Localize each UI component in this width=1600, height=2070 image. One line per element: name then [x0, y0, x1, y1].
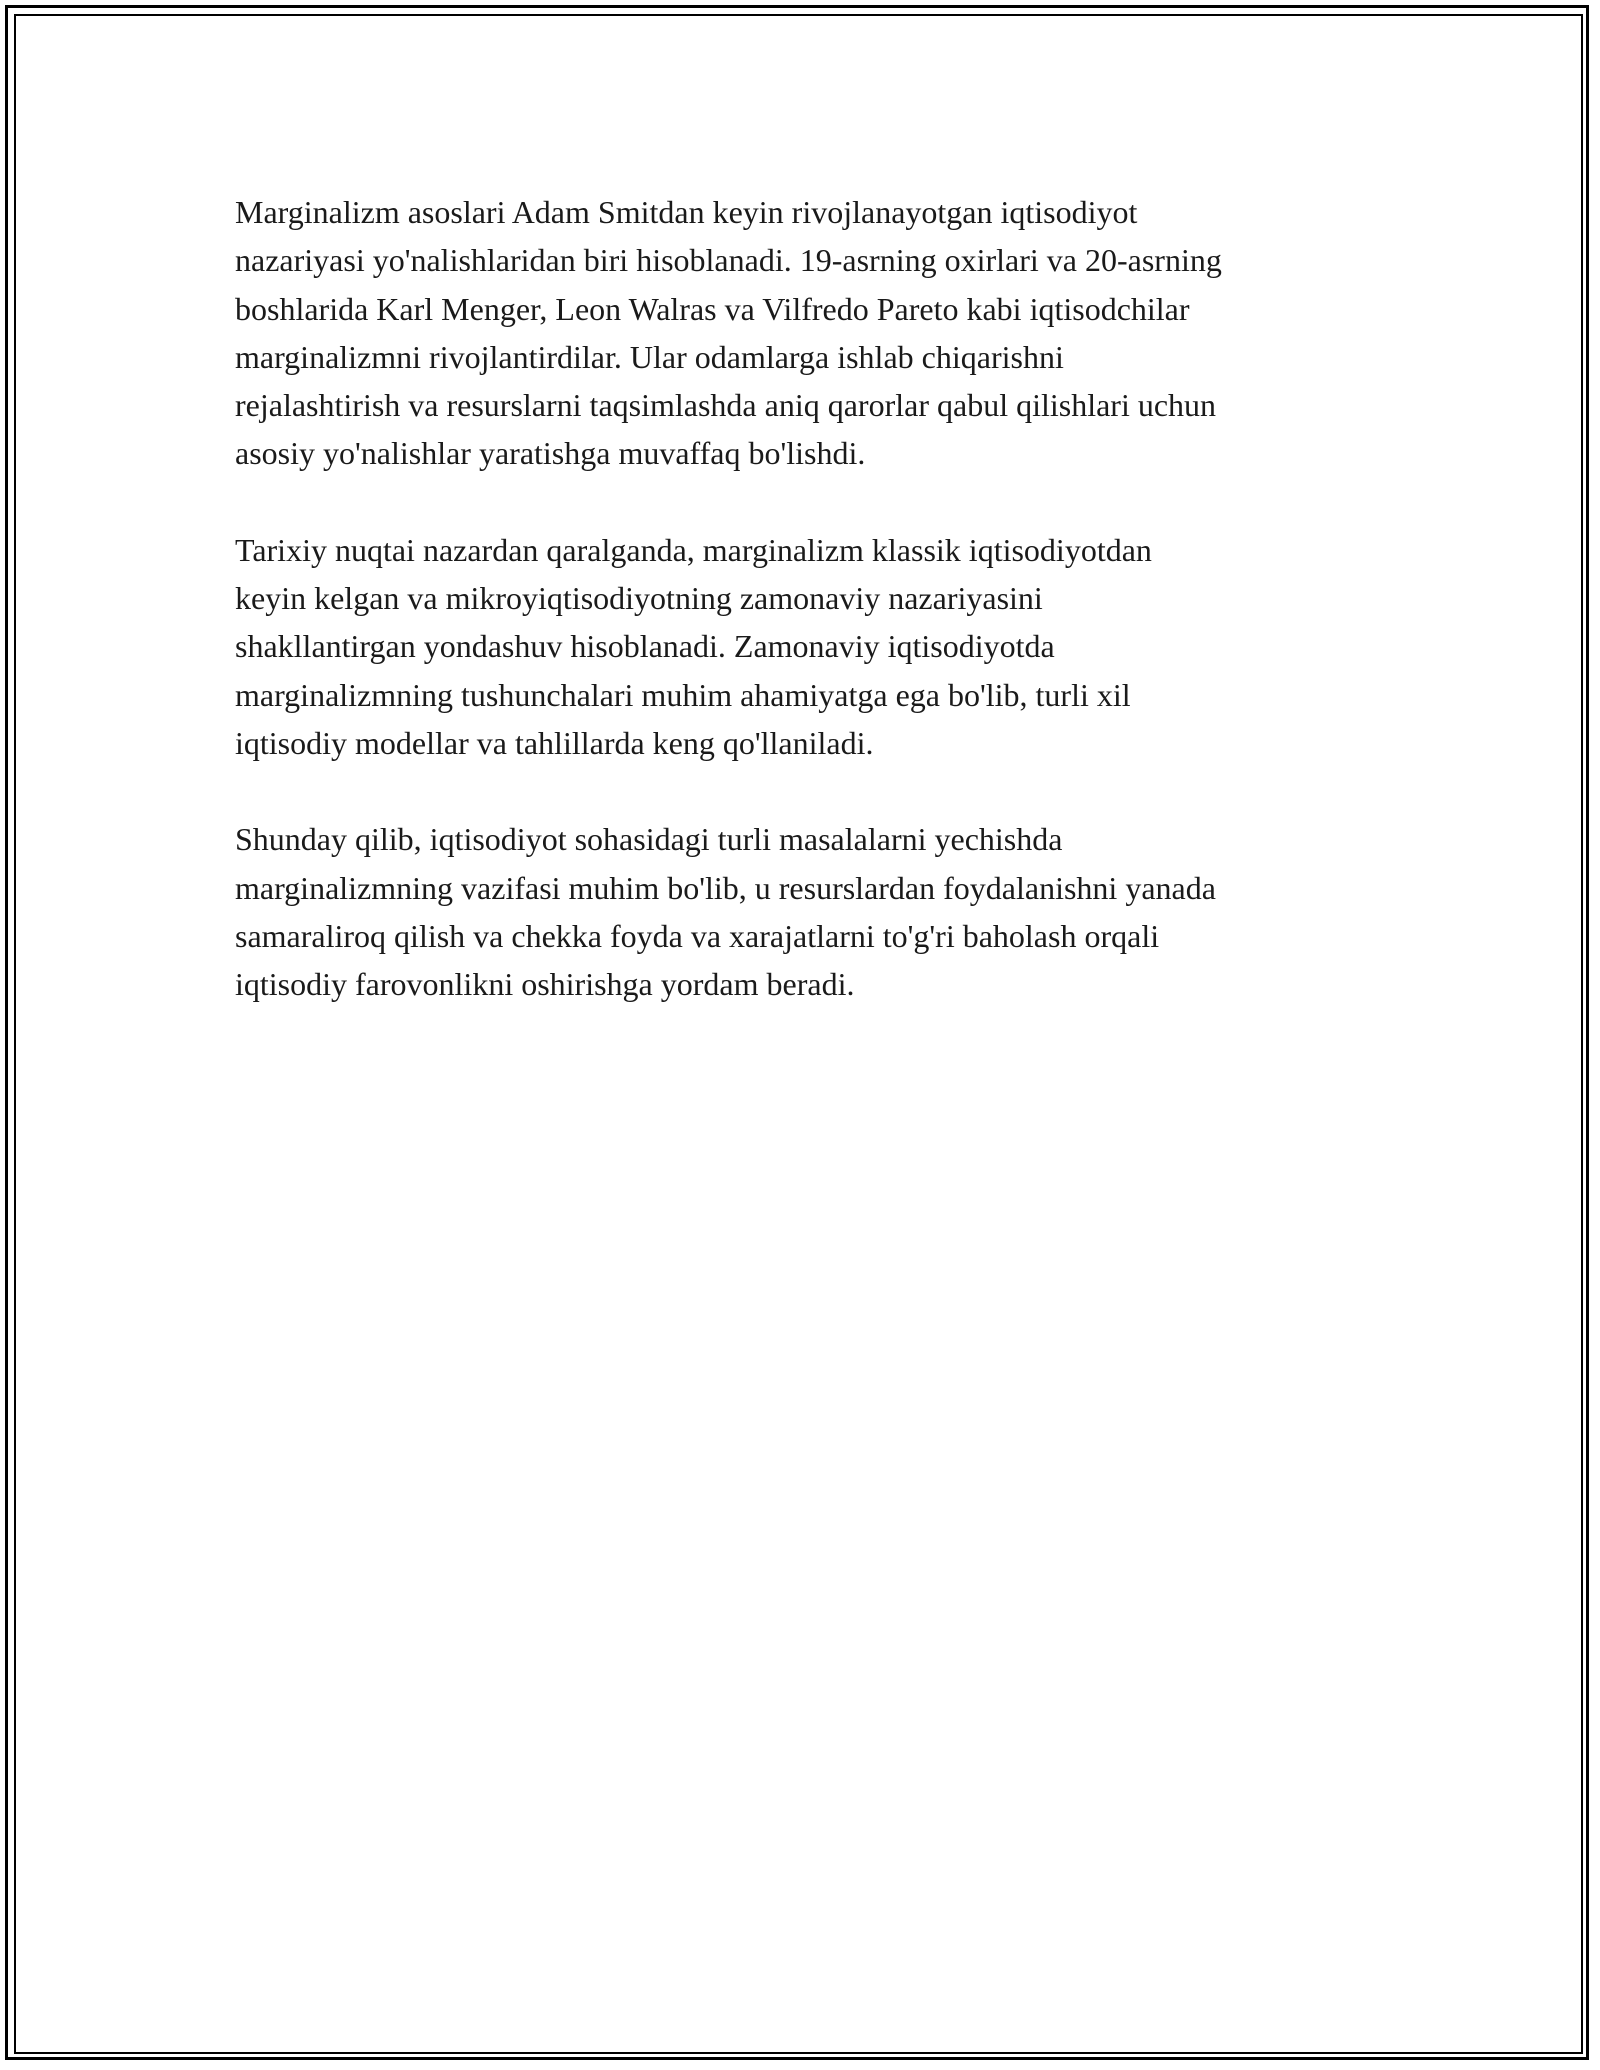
paragraph-3: Shunday qilib, iqtisodiyot sohasidagi turli masalalarni yechishda marginalizmning vazifasi muhim bo'lib, u resurslardan foydalanishni yanada samaraliroq qilish va chekka foyda va xarajatlarni to'g'ri baholash orqali iqtisodiy farovonlikni oshirishga yordam beradi. [235, 821, 1216, 1003]
document-body [235, 188, 1365, 1056]
paragraph-1: Marginalizm asoslari Adam Smitdan keyin rivojlanayotgan iqtisodiyot nazariyasi yo'nalishlaridan biri hisoblanadi. 19-asrning oxirlari va 20-asrning boshlarida Karl Menger, Leon Walras va Vilfredo Pareto kabi iqtisodchilar marginalizmni rivojlantirdilar. Ular odamlarga ishlab chiqarishni rejalashtirish va resurslarni taqsimlashda aniq qarorlar qabul qilishlari uchun asosiy yo'nalishlar yaratishga muvaffaq bo'lishdi. [235, 194, 1222, 472]
paragraph-2: Tarixiy nuqtai nazardan qaralganda, marginalizm klassik iqtisodiyotdan keyin kelgan va mikroyiqtisodiyotning zamonaviy nazariyasini shakllantirgan yondashuv hisoblanadi. Zamonaviy iqtisodiyotda marginalizmning tushunchalari muhim ahamiyatga ega bo'lib, turli xil iqtisodiy modellar va tahlillarda keng qo'llaniladi. [235, 531, 1152, 761]
